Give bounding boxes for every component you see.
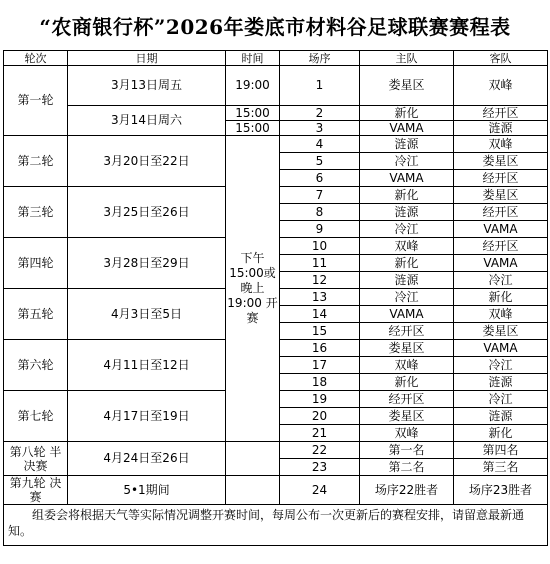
away-cell: 双峰 [454, 136, 548, 153]
date-cell: 4月17日至19日 [68, 391, 226, 442]
away-cell: 冷江 [454, 391, 548, 408]
match-no-cell: 9 [280, 221, 360, 238]
match-no-cell: 20 [280, 408, 360, 425]
away-cell: 经开区 [454, 238, 548, 255]
away-cell: 双峰 [454, 306, 548, 323]
away-cell: 新化 [454, 289, 548, 306]
header-home: 主队 [360, 51, 454, 66]
header-away: 客队 [454, 51, 548, 66]
table-row [4, 476, 548, 505]
match-no-cell: 21 [280, 425, 360, 442]
date-cell: 3月25日至26日 [68, 187, 226, 238]
table-row [4, 136, 548, 153]
away-cell: 娄星区 [454, 187, 548, 204]
time-cell-general: 下午 15:00或 晚上 19:00 开赛 [226, 136, 280, 442]
home-cell: 涟源 [360, 136, 454, 153]
home-cell: 娄星区 [360, 408, 454, 425]
home-cell: 新化 [360, 187, 454, 204]
note-text: 组委会将根据天气等实际情况调整开赛时间，每周公布一次更新后的赛程安排，请留意最新通知。 [4, 505, 548, 546]
away-cell: 经开区 [454, 204, 548, 221]
match-no-cell: 10 [280, 238, 360, 255]
header-match-no: 场序 [280, 51, 360, 66]
round-cell: 第九轮 决赛 [4, 476, 68, 505]
home-cell: VAMA [360, 170, 454, 187]
away-cell: 涟源 [454, 374, 548, 391]
away-cell: 第四名 [454, 442, 548, 459]
match-no-cell: 2 [280, 106, 360, 121]
time-cell: 15:00 [226, 121, 280, 136]
home-cell: 经开区 [360, 323, 454, 340]
away-cell: 娄星区 [454, 153, 548, 170]
round-cell: 第一轮 [4, 66, 68, 136]
away-cell: 第三名 [454, 459, 548, 476]
home-cell: 双峰 [360, 238, 454, 255]
match-no-cell: 3 [280, 121, 360, 136]
match-no-cell: 16 [280, 340, 360, 357]
round-cell: 第三轮 [4, 187, 68, 238]
away-cell: VAMA [454, 221, 548, 238]
match-no-cell: 19 [280, 391, 360, 408]
match-no-cell: 14 [280, 306, 360, 323]
match-no-cell: 24 [280, 476, 360, 505]
home-cell: 新化 [360, 255, 454, 272]
date-cell: 4月11日至12日 [68, 340, 226, 391]
header-row [4, 51, 548, 66]
home-cell: 双峰 [360, 425, 454, 442]
table-row [4, 442, 548, 459]
date-cell: 5•1期间 [68, 476, 226, 505]
round-cell: 第四轮 [4, 238, 68, 289]
away-cell: 冷江 [454, 272, 548, 289]
match-no-cell: 23 [280, 459, 360, 476]
away-cell: 经开区 [454, 170, 548, 187]
match-no-cell: 17 [280, 357, 360, 374]
time-cell: 19:00 [226, 66, 280, 106]
away-cell: 涟源 [454, 121, 548, 136]
time-cell-empty [226, 476, 280, 505]
round-cell: 第五轮 [4, 289, 68, 340]
home-cell: 双峰 [360, 357, 454, 374]
away-cell: 双峰 [454, 66, 548, 106]
home-cell: 第二名 [360, 459, 454, 476]
date-cell: 3月20日至22日 [68, 136, 226, 187]
away-cell: VAMA [454, 340, 548, 357]
home-cell: 娄星区 [360, 66, 454, 106]
match-no-cell: 5 [280, 153, 360, 170]
match-no-cell: 13 [280, 289, 360, 306]
match-no-cell: 22 [280, 442, 360, 459]
home-cell: 新化 [360, 374, 454, 391]
table-row [4, 106, 548, 121]
home-cell: 涟源 [360, 204, 454, 221]
round-cell: 第六轮 [4, 340, 68, 391]
match-no-cell: 15 [280, 323, 360, 340]
header-round: 轮次 [4, 51, 68, 66]
date-cell: 3月14日周六 [68, 106, 226, 136]
date-cell: 4月24日至26日 [68, 442, 226, 476]
time-cell-empty [226, 442, 280, 476]
round-cell: 第七轮 [4, 391, 68, 442]
page-title: “农商银行杯”2026年娄底市材料谷足球联赛赛程表 [39, 14, 511, 39]
date-cell: 4月3日至5日 [68, 289, 226, 340]
away-cell: 娄星区 [454, 323, 548, 340]
match-no-cell: 8 [280, 204, 360, 221]
home-cell: 场序22胜者 [360, 476, 454, 505]
schedule-table [3, 50, 548, 546]
header-date: 日期 [68, 51, 226, 66]
note-row [4, 505, 548, 546]
away-cell: 新化 [454, 425, 548, 442]
home-cell: 涟源 [360, 272, 454, 289]
match-no-cell: 11 [280, 255, 360, 272]
home-cell: 娄星区 [360, 340, 454, 357]
match-no-cell: 4 [280, 136, 360, 153]
time-cell: 15:00 [226, 106, 280, 121]
home-cell: 经开区 [360, 391, 454, 408]
match-no-cell: 1 [280, 66, 360, 106]
away-cell: 冷江 [454, 357, 548, 374]
table-row [4, 66, 548, 106]
away-cell: 涟源 [454, 408, 548, 425]
away-cell: VAMA [454, 255, 548, 272]
round-cell: 第二轮 [4, 136, 68, 187]
match-no-cell: 6 [280, 170, 360, 187]
home-cell: 冷江 [360, 221, 454, 238]
date-cell: 3月13日周五 [68, 66, 226, 106]
match-no-cell: 12 [280, 272, 360, 289]
match-no-cell: 7 [280, 187, 360, 204]
home-cell: 冷江 [360, 153, 454, 170]
round-cell: 第八轮 半决赛 [4, 442, 68, 476]
home-cell: 冷江 [360, 289, 454, 306]
home-cell: 新化 [360, 106, 454, 121]
match-no-cell: 18 [280, 374, 360, 391]
home-cell: VAMA [360, 121, 454, 136]
away-cell: 经开区 [454, 106, 548, 121]
header-time: 时间 [226, 51, 280, 66]
date-cell: 3月28日至29日 [68, 238, 226, 289]
away-cell: 场序23胜者 [454, 476, 548, 505]
home-cell: VAMA [360, 306, 454, 323]
home-cell: 第一名 [360, 442, 454, 459]
